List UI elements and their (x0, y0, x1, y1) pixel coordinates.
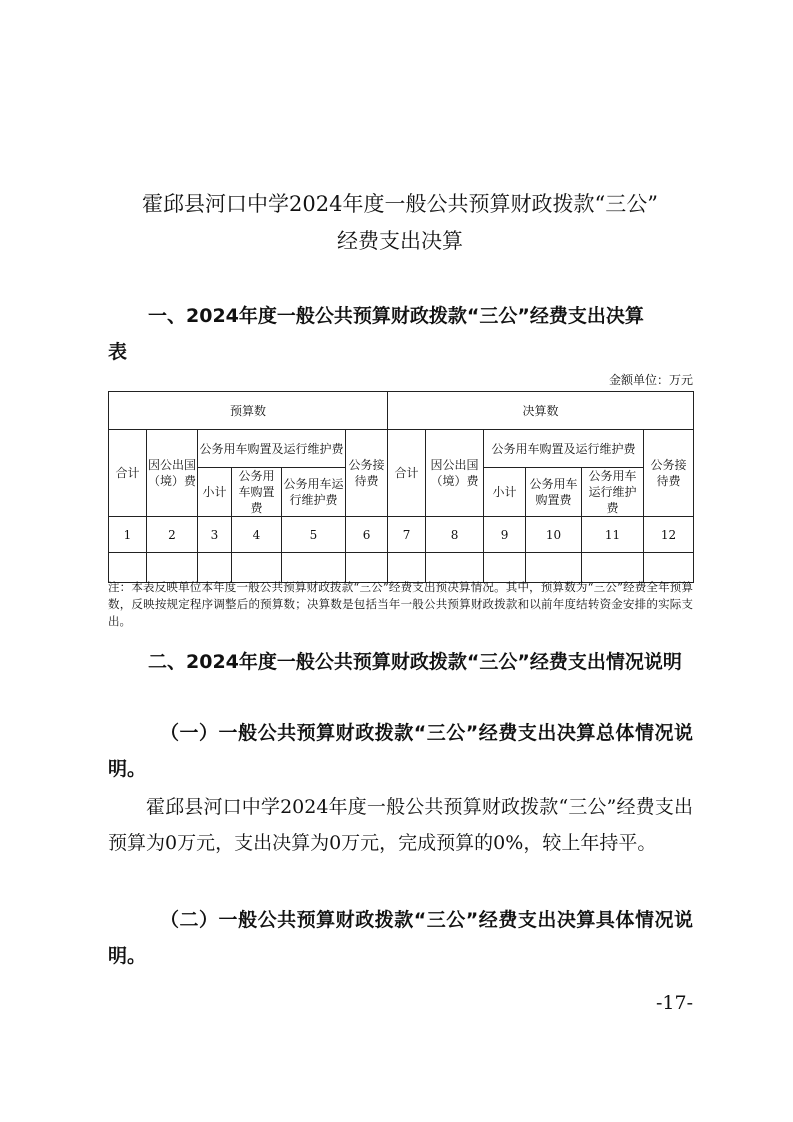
subsection1-heading: （一）一般公共预算财政拨款“三公”经费支出决算总体情况说明。 (108, 722, 693, 780)
table-cell (147, 553, 198, 583)
table-cell (388, 553, 426, 583)
column-number: 9 (484, 517, 526, 553)
column-number: 3 (198, 517, 232, 553)
table-cell (582, 553, 644, 583)
document-title-line-2: 经费支出决算 (337, 229, 463, 253)
budget-header: 预算数 (109, 392, 388, 430)
column-number: 11 (582, 517, 644, 553)
table-cell (109, 553, 147, 583)
budget-vehicle-purchase-header: 公务用车购置费 (232, 468, 282, 517)
budget-vehicle-group-header: 公务用车购置及运行维护费 (198, 430, 346, 468)
section1-heading-line-2: 表 (108, 341, 128, 363)
document-title-line-1: 霍邱县河口中学2024年度一般公共预算财政拨款“三公” (142, 192, 658, 216)
page-number: -17- (655, 992, 693, 1014)
final-abroad-header: 因公出国（境）费 (426, 430, 484, 517)
final-vehicle-operation-header: 公务用车运行维护费 (582, 468, 644, 517)
table-cell (644, 553, 694, 583)
budget-vehicle-operation-header: 公务用车运行维护费 (282, 468, 346, 517)
column-number: 12 (644, 517, 694, 553)
table-cell (426, 553, 484, 583)
budget-total-header: 合计 (109, 430, 147, 517)
table-cell (526, 553, 582, 583)
table-cell (282, 553, 346, 583)
section1-heading (108, 298, 693, 370)
section1-heading-line-1: 一、2024年度一般公共预算财政拨款“三公”经费支出决算 (148, 305, 644, 327)
column-number: 6 (346, 517, 388, 553)
subsection2-heading: （二）一般公共预算财政拨款“三公”经费支出决算具体情况说明。 (108, 909, 693, 967)
column-number: 4 (232, 517, 282, 553)
column-number: 10 (526, 517, 582, 553)
table-cell (232, 553, 282, 583)
final-header: 决算数 (388, 392, 694, 430)
column-number: 2 (147, 517, 198, 553)
section2-heading: 二、2024年度一般公共预算财政拨款“三公”经费支出情况说明 (148, 651, 682, 673)
table-cell (198, 553, 232, 583)
table-cell (484, 553, 526, 583)
final-total-header: 合计 (388, 430, 426, 517)
empty-data-row (109, 553, 694, 583)
final-vehicle-group-header: 公务用车购置及运行维护费 (484, 430, 644, 468)
budget-reception-header: 公务接待费 (346, 430, 388, 517)
table-cell (346, 553, 388, 583)
budget-subtotal-header: 小计 (198, 468, 232, 517)
three-public-expenses-table (108, 391, 694, 583)
final-subtotal-header: 小计 (484, 468, 526, 517)
column-number: 8 (426, 517, 484, 553)
column-number: 5 (282, 517, 346, 553)
table-note: 注：本表反映单位本年度一般公共预算财政拨款“三公”经费支出预决算情况。其中，预算数为“三公”经费全年预算数，反映按规定程序调整后的预算数；决算数是包括当年一般公共预算财政拨款和以前年度结转资金安排的实际支出。 (108, 580, 693, 628)
column-number: 7 (388, 517, 426, 553)
budget-abroad-header: 因公出国（境）费 (147, 430, 198, 517)
paragraph-overall: 霍邱县河口中学2024年度一般公共预算财政拨款“三公”经费支出预算为0万元，支出决算为0万元，完成预算的0%，较上年持平。 (108, 796, 693, 854)
unit-label: 金额单位：万元 (608, 373, 693, 387)
final-vehicle-purchase-header: 公务用车购置费 (526, 468, 582, 517)
column-number: 1 (109, 517, 147, 553)
final-reception-header: 公务接待费 (644, 430, 694, 517)
